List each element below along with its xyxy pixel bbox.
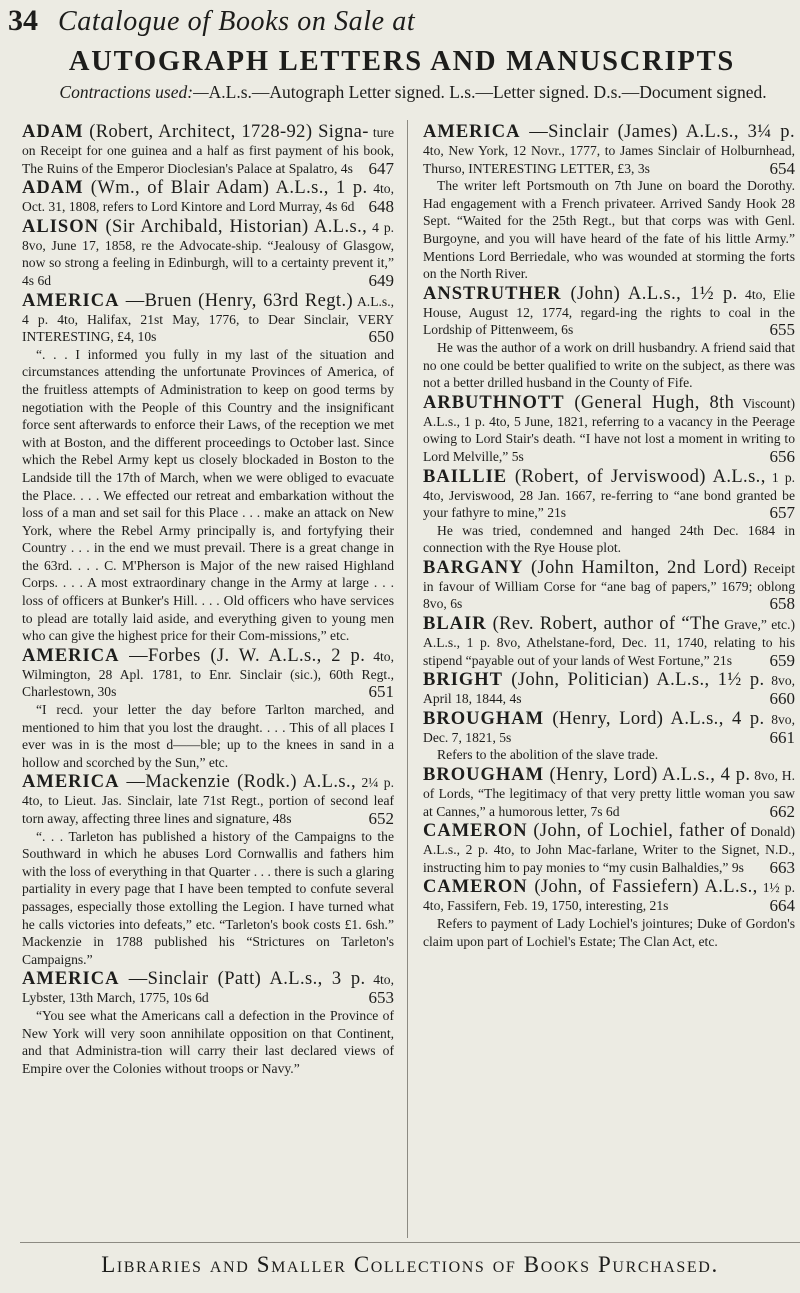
entry-description: 8vo, April 18, 1844, 4s — [423, 673, 796, 707]
entry-subheading: —Sinclair (Patt) A.L.s., 3 p. — [128, 969, 366, 990]
entry-note: The writer left Portsmouth on 7th June on board the Dorothy. Had engagement with a French privateer. Arrived Sandy Hook 28 Sept. “Waited for the 25th Regt., but that corps was with Genl. Burgoyne, and you will have heard of the fate of his little Army.” Mentions Lord Berriedale, who was wounded at storming the forts on the North River. — [423, 178, 795, 282]
entry-heading — [22, 178, 368, 198]
catalogue-entry — [423, 393, 795, 466]
entry-subheading: (John, of Fassiefern) A.L.s., — [534, 877, 758, 898]
entry-name: AMERICA — [22, 290, 120, 311]
entry-name: BARGANY — [423, 557, 524, 578]
entry-description: 4to, Wilmington, 28 Apl. 1781, to Enr. Sinclair (sic.), 60th Regt., Charlestown, 30s — [22, 648, 394, 700]
entry-name: AMERICA — [423, 122, 521, 142]
entry-description: 1½ p. 4to, Fassifern, Feb. 19, 1750, interesting, 21s — [423, 880, 795, 914]
entry-subheading: (Henry, Lord) A.L.s., 4 p. — [549, 765, 751, 786]
catalogue-entry — [22, 291, 394, 645]
catalogue-entry — [22, 969, 394, 1077]
catalogue-entry — [22, 646, 394, 772]
entry-name: ANSTRUTHER — [423, 283, 562, 304]
entry-subheading: (John) A.L.s., 1½ p. — [570, 283, 738, 304]
entry-heading — [423, 765, 750, 785]
right-column — [423, 122, 795, 951]
entry-heading — [423, 877, 758, 897]
catalogue-entry — [423, 558, 795, 613]
entry-heading — [22, 772, 356, 792]
entry-note: Refers to payment of Lady Lochiel's jointures; Duke of Gordon's claim upon part of Lochiel's Estate; The Clan Act, etc. — [423, 916, 795, 949]
entry-name: BROUGHAM — [423, 708, 545, 729]
main-heading: AUTOGRAPH LETTERS AND MANUSCRIPTS — [68, 46, 736, 77]
lot-number: 656 — [769, 446, 795, 466]
lot-number: 648 — [368, 197, 394, 217]
entry-heading — [22, 217, 367, 237]
lot-number: 657 — [769, 503, 795, 523]
lot-number: 658 — [769, 594, 795, 614]
catalogue-entry — [22, 772, 394, 968]
contractions-text: A.L.s.—Autograph Letter signed. L.s.—Letter signed. D.s.—Document signed. — [208, 82, 767, 102]
entry-description: 4to, Oct. 31, 1808, refers to Lord Kintore and Lord Murray, 4s 6d — [22, 181, 394, 215]
entry-subheading: (John, Politician) A.L.s., 1½ p. — [511, 670, 765, 691]
entry-name: ALISON — [22, 216, 99, 237]
running-title: Catalogue of Books on Sale at — [58, 6, 416, 37]
footer-rule — [20, 1242, 800, 1243]
catalogue-entry — [22, 217, 394, 290]
entry-subheading: (John Hamilton, 2nd Lord) — [530, 557, 748, 578]
entry-note: “. . . Tarleton has published a history of the Campaigns to the Southward in which he abuses Lord Cornwallis and fathers him with the loss of everything in that Quarter . . . there is such a glaring partiality in every page that I have been tempted to confute several passages, especially those extolling the Legion. I have turned what he calls victories into defeats,” etc. “Tarleton's book costs £1. 6sh.” Mackenzie in 1788 published his “Strictures on Tarleton's Campaigns.” — [22, 828, 394, 967]
entry-description: 4to, New York, 12 Novr., 1777, to James Sinclair of Holburnhead, Thurso, INTERESTING LETTER, £3, 3s — [423, 143, 795, 176]
page-number: 34 — [8, 4, 38, 37]
entry-heading — [423, 709, 765, 729]
entry-name: ADAM — [22, 122, 84, 142]
entry-subheading: (Rev. Robert, author of “The — [492, 614, 720, 635]
lot-number: 649 — [368, 270, 394, 290]
entry-heading — [423, 393, 734, 413]
entry-description: Donald) A.L.s., 2 p. 4to, to John Mac-farlane, Writer to the Signet, N.D., instructing him to pay monies to “my cusin Balhaldies,” 9s — [423, 824, 795, 875]
entry-note: He was tried, condemned and hanged 24th Dec. 1684 in connection with the Rye House plot. — [423, 522, 795, 556]
entry-name: CAMERON — [423, 877, 528, 898]
lot-number: 647 — [368, 158, 394, 178]
entry-description: 2¼ p. 4to, to Lieut. Jas. Sinclair, late 71st Regt., portion of second leaf torn away, affecting three lines and signature, 48s — [22, 775, 394, 826]
entry-name: AMERICA — [22, 772, 120, 793]
entry-heading — [423, 284, 738, 304]
lot-number: 652 — [368, 809, 394, 828]
entry-name: BRIGHT — [423, 670, 504, 691]
entry-heading — [22, 291, 353, 311]
contractions-line — [28, 82, 798, 102]
entry-subheading: (General Hugh, 8th — [574, 392, 735, 413]
entry-description: 8vo, Dec. 7, 1821, 5s — [423, 711, 795, 745]
contractions-label: Contractions used:— — [59, 82, 209, 102]
entry-heading — [423, 467, 766, 487]
lot-number: 650 — [368, 327, 394, 347]
entry-note: “I recd. your letter the day before Tarlton marched, and mentioned to him that you lost the draught. . . . This of all places I ever was in is the most d——ble; up to the knees in sand in a hollow and scorched by the Sun,” etc. — [22, 702, 394, 770]
catalogue-entry — [423, 284, 795, 392]
lot-number: 654 — [769, 158, 795, 178]
lot-number: 660 — [769, 689, 795, 709]
entry-subheading: (Robert, Architect, 1728-92) Signa- — [89, 122, 369, 142]
catalogue-entry — [423, 614, 795, 669]
entry-description: Receipt in favour of William Corse for “ane bag of papers,” 1679; oblong 8vo, 6s — [423, 560, 795, 612]
entry-heading — [423, 122, 795, 142]
entry-heading — [423, 558, 748, 578]
lot-number: 651 — [368, 682, 394, 702]
entry-description: Viscount) A.L.s., 1 p. 4to, 5 June, 1821, referring to a vacancy in the Peerage owing to Lord Stair's death. “I have not lost a moment in writing to Lord Melville,” 5s — [423, 395, 796, 464]
entry-subheading: —Forbes (J. W. A.L.s., 2 p. — [129, 645, 366, 666]
entry-description: 1 p. 4to, Jerviswood, 28 Jan. 1667, re-ferring to “ane bond granted be your fathyre to mine,” 21s — [423, 469, 796, 521]
entry-subheading: —Bruen (Henry, 63rd Regt.) — [125, 290, 354, 311]
catalogue-entry — [423, 877, 795, 950]
entry-name: ADAM — [22, 178, 84, 199]
entry-description: A.L.s., 4 p. 4to, Halifax, 21st May, 1776, to Dear Sinclair, VERY INTERESTING, £4, 10s — [22, 293, 394, 345]
entry-subheading: —Sinclair (James) A.L.s., 3¼ p. — [529, 122, 795, 142]
entry-heading — [423, 614, 720, 634]
entry-description: 4to, Elie House, August 12, 1774, regard-ing the rights to coal in the Lordship of Pittenweem, 6s — [423, 286, 796, 338]
catalogue-entry — [423, 467, 795, 557]
entry-name: AMERICA — [22, 969, 120, 990]
entry-subheading: (John, of Lochiel, father of — [533, 821, 747, 842]
entry-description: 4to, Lybster, 13th March, 1775, 10s 6d — [22, 972, 394, 1006]
entry-name: AMERICA — [22, 645, 120, 666]
catalogue-entry — [423, 122, 795, 283]
footer-banner: Libraries and Smaller Collections of Books Purchased. — [101, 1252, 719, 1277]
lot-number: 664 — [769, 896, 795, 916]
lot-number: 662 — [769, 801, 795, 821]
entry-note: He was the author of a work on drill husbandry. A friend said that no one could be better qualified to write on the subject, as there was not a better drilled husband in the County of Fife. — [423, 339, 795, 391]
catalogue-entry — [22, 178, 394, 216]
entry-note: “. . . I informed you fully in my last of the situation and circumstances attending the unfortunate Provinces of America, of the fruitless attempts of Administration to keep on good terms by negotiation with the People of this Country and the insignificant force sent afterwards to enforce their Laws, of the reception we met with at Boston, and the different proceedings to October last. Since which the Rebel Army kept us closely blockaded in Boston to the Landside till the 17th of March, when we were obliged to evacuate the Place. . . . We effected our retreat and embarkation without the loss of a man and set sail for this Place . . . make an attack on New York, where the Rebel Army principally is, and fortyfying their Country . . . in the end we must prevail. There is a great change in the 63rd. . . . C. M'Pherson is Major of the new raised Highland Corps. . . . A most extraordinary change in the Army at large . . . loss of officers at Bunker's Hill. . . . Old officers who have services to plead are totally laid aside, and everything given to young men who can give the highest price for their Com-missions,” etc. — [22, 346, 394, 644]
catalogue-entry — [22, 122, 394, 177]
entry-name: BLAIR — [423, 614, 487, 635]
entry-heading — [423, 821, 746, 841]
entry-name: BROUGHAM — [423, 765, 545, 786]
entry-heading — [22, 969, 366, 989]
column-divider — [407, 120, 408, 1238]
entry-description: 4 p. 8vo, June 17, 1858, re the Advocate-ship. “Jealousy of Glasgow, now so strong a feeling in Edinburgh, will to a certainty prevent it,” 4s 6d — [22, 219, 395, 288]
entry-heading — [423, 670, 765, 690]
entry-note: Refers to the abolition of the slave trade. — [437, 747, 659, 763]
entry-subheading: —Mackenzie (Rodk.) A.L.s., — [126, 772, 357, 793]
entry-heading — [22, 122, 369, 142]
lot-number: 663 — [769, 857, 795, 877]
entry-subheading: (Sir Archibald, Historian) A.L.s., — [105, 216, 368, 237]
entry-description: 8vo, H. of Lords, “The legitimacy of that very pretty little woman you saw at Cannes,” a humorous letter, 7s 6d — [423, 768, 796, 819]
entry-name: BAILLIE — [423, 466, 508, 487]
catalogue-entry — [423, 709, 795, 764]
entry-subheading: (Henry, Lord) A.L.s., 4 p. — [552, 708, 765, 729]
lot-number: 655 — [769, 320, 795, 340]
entry-description: ture on Receipt for one guinea and a half as first payment of his book, The Ruins of the Emperor Dioclesian's Palace at Spalatro, 4s — [22, 125, 394, 176]
entry-description: Grave,” etc.) A.L.s., 1 p. 8vo, Athelstane-ford, Dec. 11, 1740, relating to his stipend “payable out of your lands of West Fortune,” 21s — [423, 617, 796, 668]
entry-subheading: (Wm., of Blair Adam) A.L.s., 1 p. — [90, 178, 368, 199]
entry-name: ARBUTHNOTT — [423, 392, 565, 413]
entry-name: CAMERON — [423, 821, 528, 842]
left-column — [22, 122, 394, 1078]
entry-heading — [22, 646, 365, 666]
lot-number: 659 — [769, 650, 795, 670]
lot-number: 661 — [769, 727, 795, 747]
lot-number: 653 — [368, 988, 394, 1008]
entry-subheading: (Robert, of Jerviswood) A.L.s., — [514, 466, 766, 487]
catalogue-entry — [423, 821, 795, 876]
catalogue-entry — [423, 670, 795, 708]
entry-note: “You see what the Americans call a defection in the Province of New York will very soon annihilate opposition on that Continent, and that Administra-tion will carry their last declared views of Empire over the Colonies without troops or Navy.” — [22, 1007, 394, 1076]
catalogue-entry — [423, 765, 795, 820]
